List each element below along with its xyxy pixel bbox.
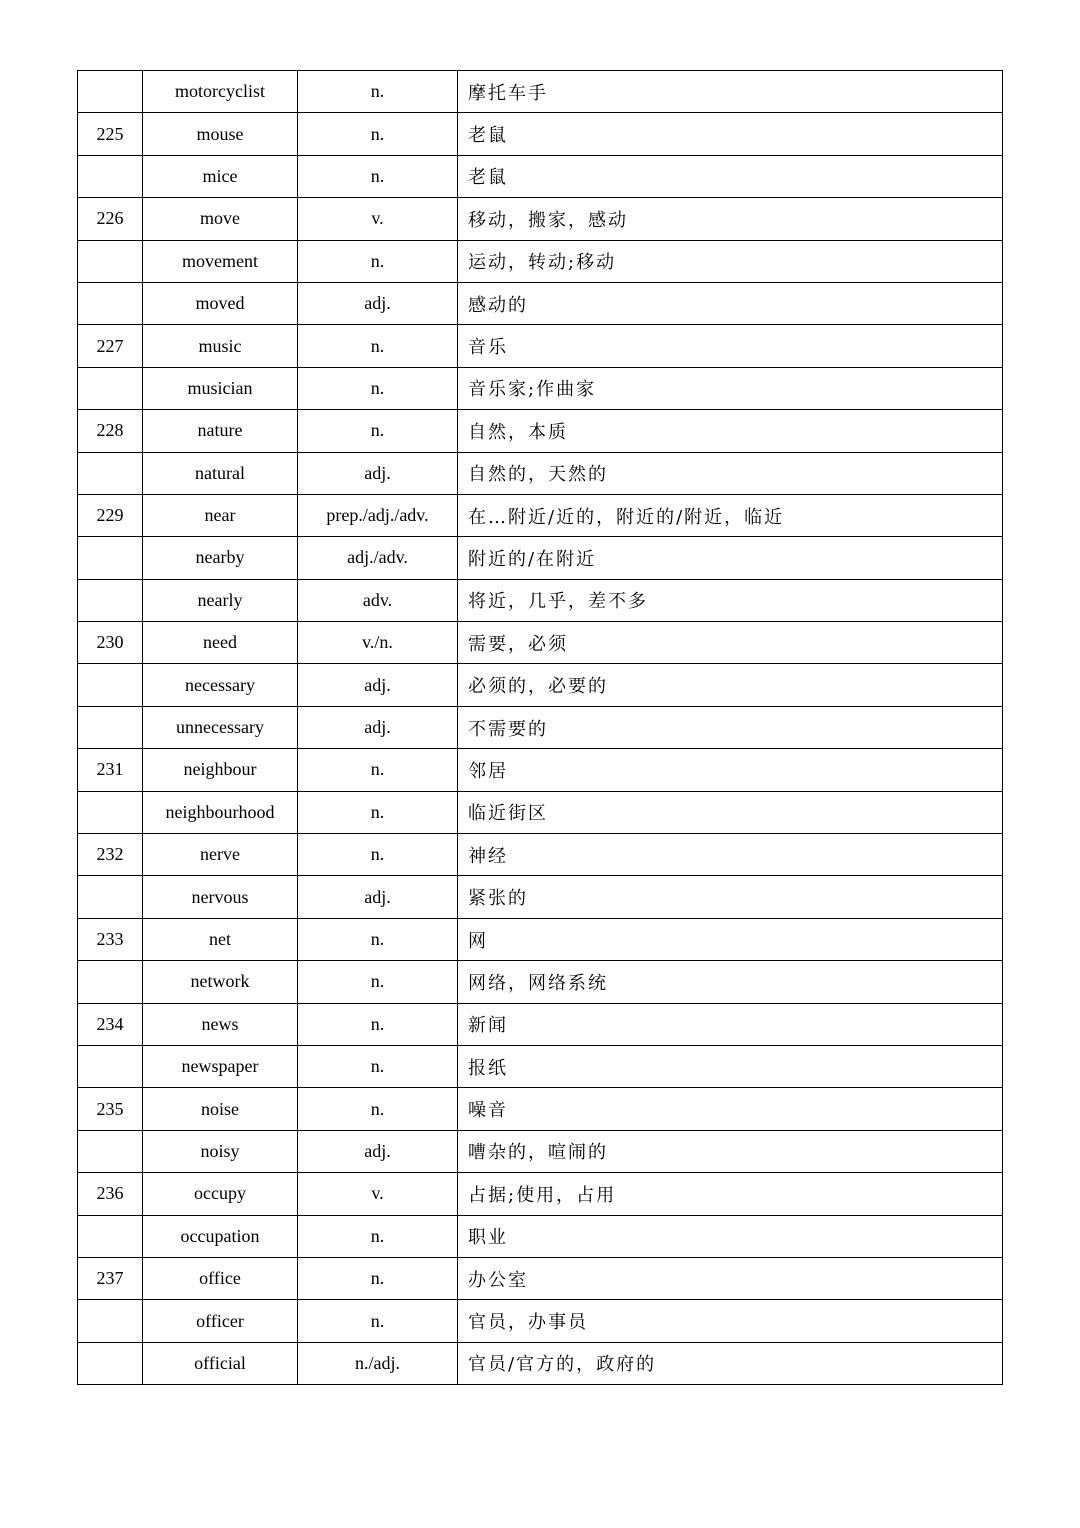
meaning-cell: 网 [458, 918, 1003, 960]
entry-number-cell [78, 367, 143, 409]
part-of-speech-cell: n. [298, 71, 458, 113]
meaning-cell: 占据;使用，占用 [458, 1173, 1003, 1215]
part-of-speech-cell: adj. [298, 664, 458, 706]
word-cell: natural [143, 452, 298, 494]
part-of-speech-cell: n. [298, 367, 458, 409]
part-of-speech-cell: n. [298, 749, 458, 791]
entry-number-cell: 230 [78, 622, 143, 664]
word-cell: neighbourhood [143, 791, 298, 833]
entry-number-cell: 225 [78, 113, 143, 155]
entry-number-cell: 231 [78, 749, 143, 791]
word-cell: moved [143, 282, 298, 324]
word-cell: nearby [143, 537, 298, 579]
part-of-speech-cell: n. [298, 1257, 458, 1299]
table-row [78, 876, 1003, 918]
entry-number-cell: 229 [78, 494, 143, 536]
entry-number-cell [78, 537, 143, 579]
table-row [78, 1215, 1003, 1257]
meaning-cell: 需要，必须 [458, 622, 1003, 664]
meaning-cell: 移动，搬家，感动 [458, 198, 1003, 240]
entry-number-cell [78, 1130, 143, 1172]
entry-number-cell [78, 876, 143, 918]
part-of-speech-cell: n./adj. [298, 1342, 458, 1384]
table-row [78, 494, 1003, 536]
entry-number-cell [78, 579, 143, 621]
meaning-cell: 网络，网络系统 [458, 961, 1003, 1003]
part-of-speech-cell: adv. [298, 579, 458, 621]
word-cell: nerve [143, 834, 298, 876]
meaning-cell: 摩托车手 [458, 71, 1003, 113]
meaning-cell: 神经 [458, 834, 1003, 876]
entry-number-cell: 234 [78, 1003, 143, 1045]
part-of-speech-cell: n. [298, 410, 458, 452]
part-of-speech-cell: adj. [298, 452, 458, 494]
entry-number-cell: 236 [78, 1173, 143, 1215]
meaning-cell: 运动，转动;移动 [458, 240, 1003, 282]
part-of-speech-cell: n. [298, 1088, 458, 1130]
entry-number-cell [78, 1300, 143, 1342]
vocabulary-table-body [78, 71, 1003, 1385]
entry-number-cell [78, 155, 143, 197]
word-cell: nearly [143, 579, 298, 621]
table-row [78, 579, 1003, 621]
entry-number-cell [78, 706, 143, 748]
entry-number-cell: 228 [78, 410, 143, 452]
table-row [78, 1003, 1003, 1045]
table-row [78, 113, 1003, 155]
part-of-speech-cell: n. [298, 918, 458, 960]
table-row [78, 664, 1003, 706]
table-row [78, 1173, 1003, 1215]
meaning-cell: 自然，本质 [458, 410, 1003, 452]
word-cell: necessary [143, 664, 298, 706]
entry-number-cell: 226 [78, 198, 143, 240]
meaning-cell: 职业 [458, 1215, 1003, 1257]
word-cell: officer [143, 1300, 298, 1342]
meaning-cell: 报纸 [458, 1045, 1003, 1087]
table-row [78, 1045, 1003, 1087]
table-row [78, 1300, 1003, 1342]
meaning-cell: 音乐 [458, 325, 1003, 367]
meaning-cell: 自然的，天然的 [458, 452, 1003, 494]
word-cell: noisy [143, 1130, 298, 1172]
table-row [78, 834, 1003, 876]
part-of-speech-cell: n. [298, 834, 458, 876]
table-row [78, 706, 1003, 748]
word-cell: mouse [143, 113, 298, 155]
entry-number-cell [78, 791, 143, 833]
table-row [78, 961, 1003, 1003]
meaning-cell: 老鼠 [458, 113, 1003, 155]
part-of-speech-cell: n. [298, 1003, 458, 1045]
part-of-speech-cell: n. [298, 1300, 458, 1342]
entry-number-cell: 237 [78, 1257, 143, 1299]
part-of-speech-cell: adj. [298, 706, 458, 748]
vocabulary-table [77, 70, 1003, 1385]
entry-number-cell [78, 240, 143, 282]
table-row [78, 282, 1003, 324]
table-row [78, 918, 1003, 960]
word-cell: musician [143, 367, 298, 409]
meaning-cell: 必须的，必要的 [458, 664, 1003, 706]
meaning-cell: 临近街区 [458, 791, 1003, 833]
table-row [78, 410, 1003, 452]
part-of-speech-cell: adj. [298, 282, 458, 324]
part-of-speech-cell: n. [298, 791, 458, 833]
entry-number-cell: 233 [78, 918, 143, 960]
word-cell: occupy [143, 1173, 298, 1215]
meaning-cell: 邻居 [458, 749, 1003, 791]
table-row [78, 622, 1003, 664]
meaning-cell: 不需要的 [458, 706, 1003, 748]
part-of-speech-cell: n. [298, 961, 458, 1003]
meaning-cell: 附近的/在附近 [458, 537, 1003, 579]
table-row [78, 1130, 1003, 1172]
entry-number-cell [78, 961, 143, 1003]
part-of-speech-cell: adj. [298, 876, 458, 918]
entry-number-cell [78, 1342, 143, 1384]
word-cell: nervous [143, 876, 298, 918]
part-of-speech-cell: v. [298, 198, 458, 240]
part-of-speech-cell: v. [298, 1173, 458, 1215]
table-row [78, 452, 1003, 494]
word-cell: net [143, 918, 298, 960]
part-of-speech-cell: adj./adv. [298, 537, 458, 579]
entry-number-cell: 235 [78, 1088, 143, 1130]
word-cell: music [143, 325, 298, 367]
part-of-speech-cell: n. [298, 155, 458, 197]
entry-number-cell [78, 452, 143, 494]
table-row [78, 71, 1003, 113]
word-cell: motorcyclist [143, 71, 298, 113]
word-cell: near [143, 494, 298, 536]
word-cell: network [143, 961, 298, 1003]
part-of-speech-cell: v./n. [298, 622, 458, 664]
part-of-speech-cell: adj. [298, 1130, 458, 1172]
table-row [78, 1088, 1003, 1130]
word-cell: neighbour [143, 749, 298, 791]
entry-number-cell [78, 1215, 143, 1257]
table-row [78, 749, 1003, 791]
meaning-cell: 在…附近/近的，附近的/附近，临近 [458, 494, 1003, 536]
part-of-speech-cell: n. [298, 1045, 458, 1087]
entry-number-cell [78, 71, 143, 113]
word-cell: nature [143, 410, 298, 452]
part-of-speech-cell: prep./adj./adv. [298, 494, 458, 536]
word-cell: unnecessary [143, 706, 298, 748]
table-row [78, 240, 1003, 282]
meaning-cell: 嘈杂的，喧闹的 [458, 1130, 1003, 1172]
entry-number-cell: 232 [78, 834, 143, 876]
meaning-cell: 官员/官方的，政府的 [458, 1342, 1003, 1384]
entry-number-cell [78, 1045, 143, 1087]
meaning-cell: 紧张的 [458, 876, 1003, 918]
entry-number-cell: 227 [78, 325, 143, 367]
word-cell: news [143, 1003, 298, 1045]
entry-number-cell [78, 282, 143, 324]
meaning-cell: 新闻 [458, 1003, 1003, 1045]
word-cell: occupation [143, 1215, 298, 1257]
table-row [78, 1257, 1003, 1299]
table-row [78, 791, 1003, 833]
table-row [78, 1342, 1003, 1384]
word-cell: movement [143, 240, 298, 282]
word-cell: move [143, 198, 298, 240]
table-row [78, 537, 1003, 579]
word-cell: mice [143, 155, 298, 197]
meaning-cell: 官员，办事员 [458, 1300, 1003, 1342]
word-cell: newspaper [143, 1045, 298, 1087]
meaning-cell: 将近，几乎，差不多 [458, 579, 1003, 621]
entry-number-cell [78, 664, 143, 706]
table-row [78, 367, 1003, 409]
part-of-speech-cell: n. [298, 240, 458, 282]
meaning-cell: 办公室 [458, 1257, 1003, 1299]
meaning-cell: 噪音 [458, 1088, 1003, 1130]
table-row [78, 155, 1003, 197]
table-row [78, 198, 1003, 240]
meaning-cell: 音乐家;作曲家 [458, 367, 1003, 409]
word-cell: office [143, 1257, 298, 1299]
word-cell: official [143, 1342, 298, 1384]
part-of-speech-cell: n. [298, 1215, 458, 1257]
word-cell: need [143, 622, 298, 664]
part-of-speech-cell: n. [298, 113, 458, 155]
meaning-cell: 感动的 [458, 282, 1003, 324]
meaning-cell: 老鼠 [458, 155, 1003, 197]
word-cell: noise [143, 1088, 298, 1130]
table-row [78, 325, 1003, 367]
part-of-speech-cell: n. [298, 325, 458, 367]
